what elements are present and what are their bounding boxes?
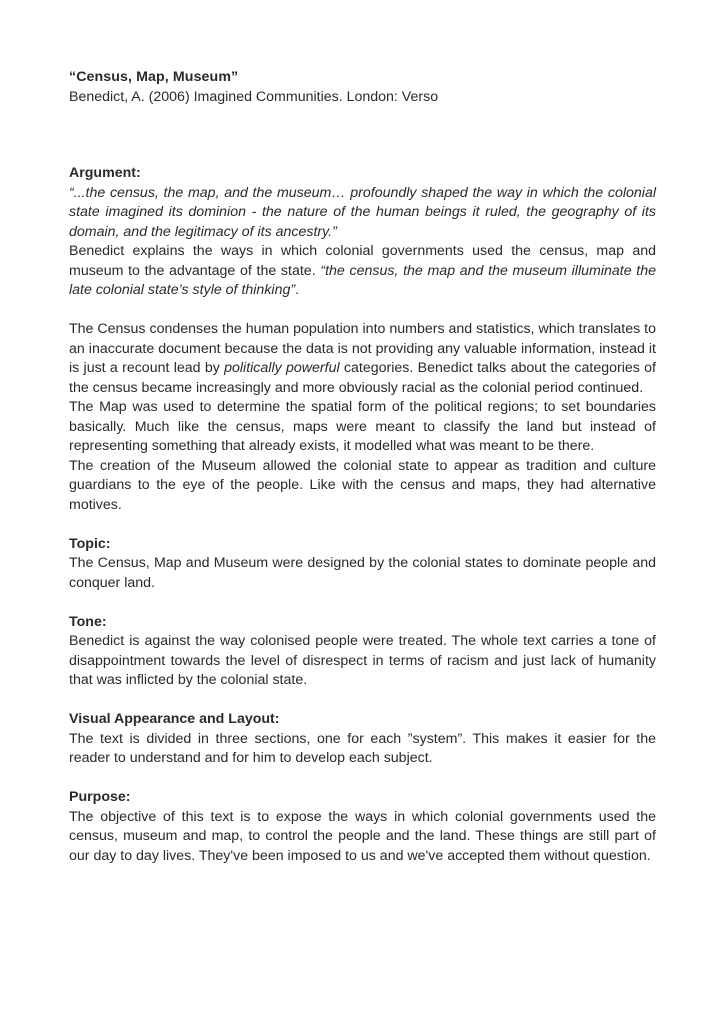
census-text-end: categories. Benedict talks about the categories of the census became increasingly and more obviously racial as the colonial period continued.: [69, 360, 656, 396]
citation: Benedict, A. (2006) Imagined Communities. London: Verso: [69, 89, 439, 105]
purpose-text: The objective of this text is to expose the ways in which colonial governments used the census, museum and map, to control the people and the land. These things are still part of our day to day lives. They've been imposed to us and we've accepted them without question.: [69, 808, 656, 864]
topic-text: The Census, Map and Museum were designed by the colonial states to dominate people and conquer land.: [69, 555, 656, 591]
explanation-quote: “the census, the map and the museum illuminate the late colonial state’s style of thinking”: [69, 262, 656, 298]
explanation-end: .: [295, 282, 300, 298]
museum-paragraph: The creation of the Museum allowed the colonial state to appear as tradition and culture guardians to the eye of the people. Like with the census and maps, they had alternative motives.: [69, 457, 656, 513]
census-text-start: The Census condenses the human population into numbers and statistics, which translates to an inaccurate document because the data is not providing any valuable information, instead it is just a recount lead by: [69, 321, 656, 376]
topic-heading: Topic:: [69, 535, 111, 552]
tone-text: Benedict is against the way colonised people were treated. The whole text carries a tone of disappointment towards the level of disrespect in terms of racism and just lack of humanity that was inflicted by the colonial state.: [69, 633, 656, 688]
map-paragraph: The Map was used to determine the spatial form of the political regions; to set boundaries basically. Much like the census, maps were meant to classify the land but instead of representing something that already exists, it modelled what was meant to be there.: [69, 399, 656, 454]
explanation-text: Benedict explains the ways in which colonial governments used the census, map and museum to the advantage of the state.: [69, 243, 656, 279]
census-paragraph: [69, 320, 656, 398]
purpose-heading: Purpose:: [69, 789, 131, 805]
visual-heading: Visual Appearance and Layout:: [69, 711, 280, 727]
tone-heading: Tone:: [69, 613, 107, 630]
argument-heading: Argument:: [69, 165, 141, 181]
census-italic-phrase: politically powerful: [224, 360, 340, 376]
argument-quote: “...the census, the map, and the museum… profoundly shaped the way in which the colonial state imagined its dominion - the nature of the human beings it ruled, the geography of its domain, and the legitimacy of its ancestry.”: [69, 184, 656, 240]
document-title: “Census, Map, Museum”: [69, 69, 239, 85]
visual-text: The text is divided in three sections, one for each ”system”. This makes it easier for the reader to understand and for him to develop each subject.: [69, 730, 656, 766]
argument-explanation: [69, 242, 656, 301]
